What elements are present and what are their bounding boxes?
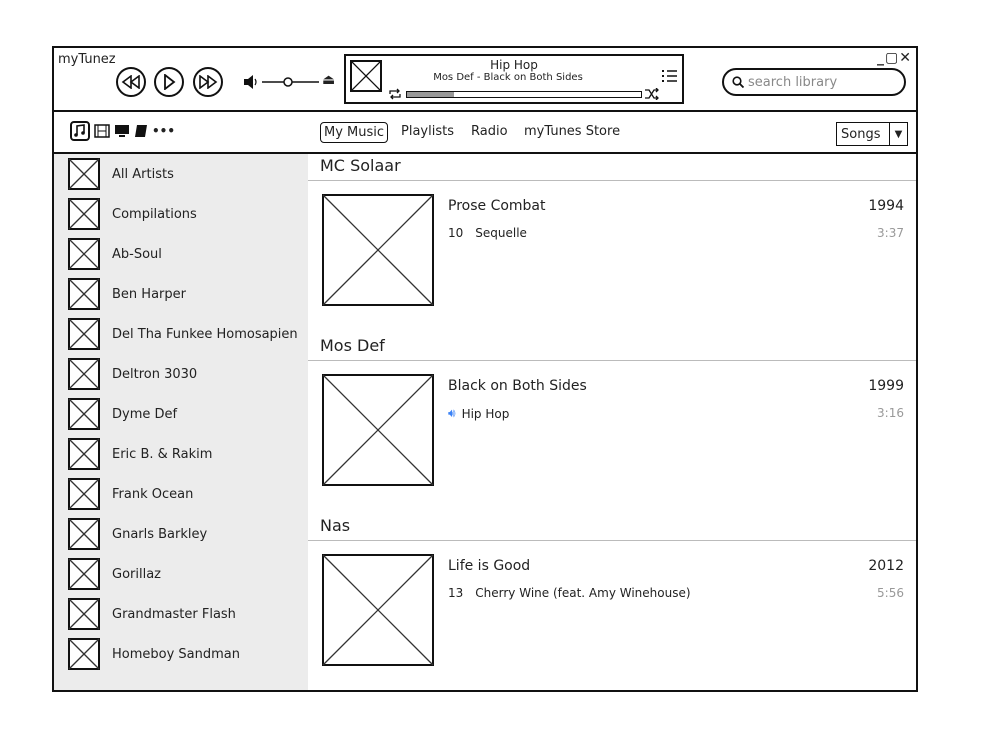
artist-image-placeholder <box>68 198 100 230</box>
artist-name: Deltron 3030 <box>112 366 198 382</box>
album-year: 2012 <box>868 558 904 574</box>
album-cover-placeholder <box>322 194 434 306</box>
tab-playlists[interactable]: Playlists <box>401 124 454 139</box>
album-year: 1994 <box>868 198 904 214</box>
now-playing-speaker-icon: 🔊︎ <box>448 406 456 420</box>
album-title[interactable]: Prose Combat <box>448 198 546 214</box>
sidebar-artist-item[interactable] <box>68 518 207 550</box>
artist-image-placeholder <box>68 398 100 430</box>
app-title: myTunez <box>58 52 116 67</box>
sidebar-artist-item[interactable] <box>68 358 197 390</box>
tab-my-music[interactable]: My Music <box>320 122 388 143</box>
album-cover-placeholder <box>322 374 434 486</box>
artist-name: Grandmaster Flash <box>112 606 236 622</box>
artist-header: MC Solaar <box>320 156 401 175</box>
album-title[interactable]: Black on Both Sides <box>448 378 587 394</box>
track-number: 10 <box>448 226 464 240</box>
artist-image-placeholder <box>68 598 100 630</box>
artist-name: Ben Harper <box>112 286 186 302</box>
sidebar-artist-item[interactable] <box>68 238 162 270</box>
eject-icon[interactable]: ⏏ <box>322 72 336 88</box>
now-playing-subtitle: Mos Def - Black on Both Sides <box>433 72 583 83</box>
sidebar-artist-item[interactable] <box>68 558 161 590</box>
player-bar <box>54 48 916 112</box>
track-duration: 3:37 <box>877 226 904 240</box>
artist-image-placeholder <box>68 558 100 590</box>
view-dropdown[interactable] <box>836 122 908 146</box>
search-box[interactable] <box>722 68 906 96</box>
track-duration: 3:16 <box>877 406 904 420</box>
chevron-down-icon: ▼ <box>889 123 907 145</box>
now-playing-track: Hip Hop <box>490 58 538 72</box>
sidebar-artist-item[interactable] <box>68 278 186 310</box>
tab-mytunes-store[interactable]: myTunes Store <box>524 124 621 139</box>
album-cover-placeholder <box>322 554 434 666</box>
shuffle-icon[interactable] <box>644 88 660 100</box>
more-icon[interactable]: ••• <box>152 124 176 138</box>
artist-image-placeholder <box>68 318 100 350</box>
artist-name: Del Tha Funkee Homosapien <box>112 326 298 342</box>
artist-header: Mos Def <box>320 336 385 355</box>
search-icon <box>732 76 744 88</box>
progress-fill <box>407 92 454 97</box>
music-view-icon[interactable] <box>70 121 90 141</box>
track-title: Hip Hop <box>461 406 510 421</box>
book-icon[interactable] <box>134 124 148 138</box>
artist-header: Nas <box>320 516 351 535</box>
tab-radio[interactable]: Radio <box>471 124 508 139</box>
artist-image-placeholder <box>68 238 100 270</box>
artist-image-placeholder <box>68 358 100 390</box>
track-duration: 5:56 <box>877 586 904 600</box>
artist-name: Gorillaz <box>112 566 161 582</box>
track-title: Cherry Wine (feat. Amy Winehouse) <box>475 586 691 600</box>
film-icon[interactable] <box>94 124 110 138</box>
artist-image-placeholder <box>68 278 100 310</box>
sidebar-artist-item[interactable] <box>68 318 298 350</box>
album-year: 1999 <box>868 378 904 394</box>
fast-forward-button[interactable] <box>193 67 223 97</box>
artist-name: Dyme Def <box>112 406 178 422</box>
divider <box>308 360 916 361</box>
toolbar <box>54 112 916 154</box>
artist-image-placeholder <box>68 438 100 470</box>
now-playing-panel <box>344 54 684 104</box>
window-controls[interactable]: _▢✕ <box>877 50 912 66</box>
artist-name: Gnarls Barkley <box>112 526 208 542</box>
artist-album-group <box>308 154 916 334</box>
track-number: 13 <box>448 586 464 600</box>
sidebar-artist-item[interactable] <box>68 158 174 190</box>
artist-image-placeholder <box>68 158 100 190</box>
album-list <box>308 154 916 690</box>
rewind-icon <box>121 75 141 89</box>
play-icon <box>162 74 176 90</box>
fast-forward-icon <box>198 75 218 89</box>
artist-album-group <box>308 334 916 514</box>
artist-sidebar <box>54 154 308 690</box>
playlist-icon[interactable] <box>662 68 678 84</box>
sidebar-artist-item[interactable] <box>68 638 240 670</box>
app-window <box>52 46 918 692</box>
artist-album-group <box>308 514 916 694</box>
artist-image-placeholder <box>68 478 100 510</box>
progress-bar[interactable] <box>406 91 642 98</box>
track-row[interactable] <box>448 226 527 240</box>
view-dropdown-value: Songs <box>841 126 881 142</box>
album-title[interactable]: Life is Good <box>448 558 531 574</box>
artist-name: Ab-Soul <box>112 246 162 262</box>
sidebar-artist-item[interactable] <box>68 198 197 230</box>
track-row[interactable] <box>448 406 509 421</box>
sidebar-artist-item[interactable] <box>68 398 177 430</box>
track-row[interactable] <box>448 586 691 600</box>
play-button[interactable] <box>154 67 184 97</box>
sidebar-artist-item[interactable] <box>68 438 212 470</box>
artist-name: Eric B. & Rakim <box>112 446 213 462</box>
divider <box>308 180 916 181</box>
artist-image-placeholder <box>68 638 100 670</box>
sidebar-artist-item[interactable] <box>68 478 193 510</box>
rewind-button[interactable] <box>116 67 146 97</box>
sidebar-artist-item[interactable] <box>68 598 236 630</box>
tv-icon[interactable] <box>114 124 130 138</box>
repeat-icon[interactable] <box>388 88 402 100</box>
artist-image-placeholder <box>68 518 100 550</box>
artist-name: Frank Ocean <box>112 486 194 502</box>
track-title: Sequelle <box>475 226 527 240</box>
divider <box>308 540 916 541</box>
artist-name: Compilations <box>112 206 197 222</box>
artist-name: Homeboy Sandman <box>112 646 241 662</box>
artist-name: All Artists <box>112 166 174 182</box>
search-input[interactable]: search library <box>748 74 838 90</box>
